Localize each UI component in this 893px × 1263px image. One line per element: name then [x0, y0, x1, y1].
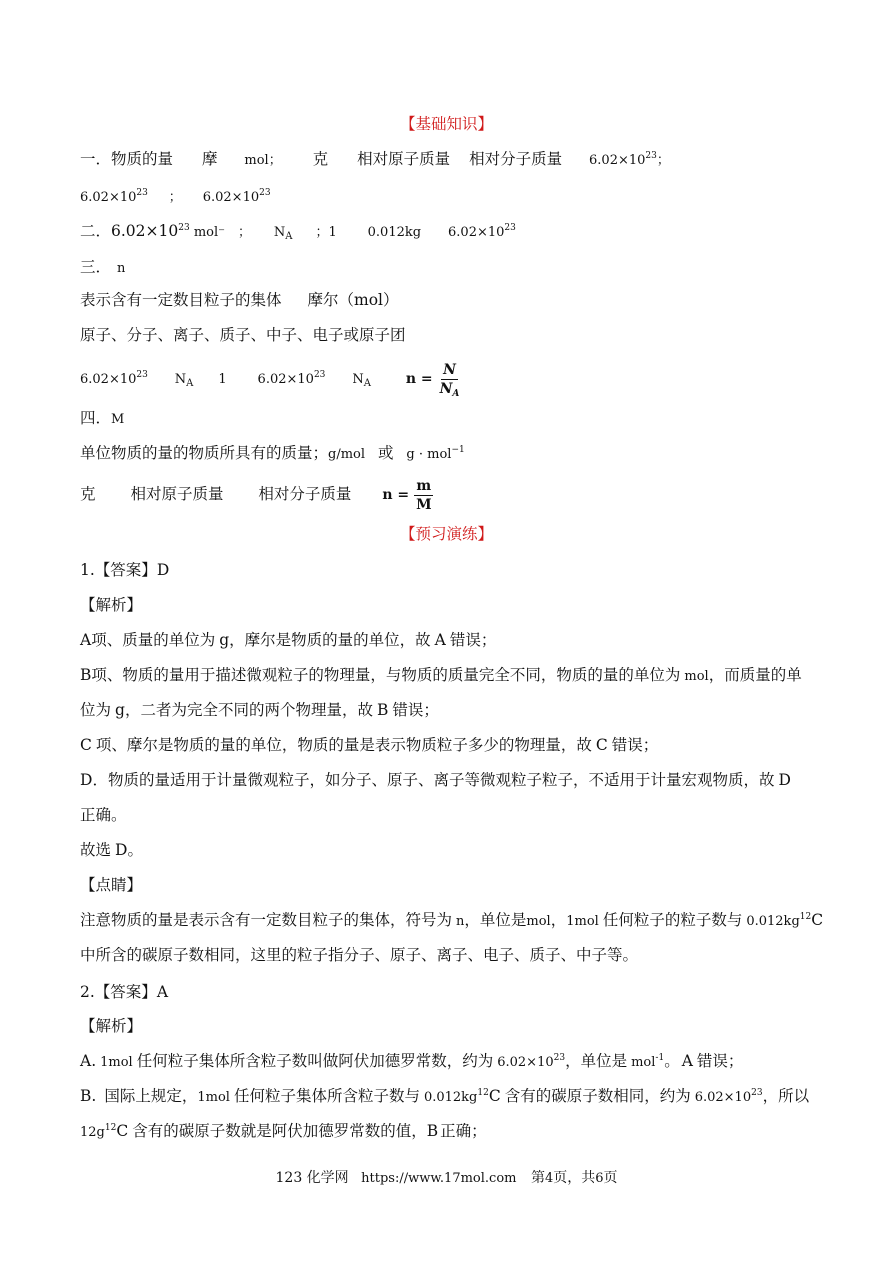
q1-option-b-1: B项、物质的量用于描述微观粒子的物理量，与物质的质量完全不同，物质的量的单位为 mol，而质量的单	[80, 666, 802, 684]
q2-jiexi: 【解析】	[80, 1017, 143, 1035]
q1-option-c: C 项、摩尔是物质的量的单位，物质的量是表示物质粒子多少的物理量，故 C 错误；	[80, 736, 659, 754]
q1-option-d-2: 正确。	[80, 806, 127, 824]
answer-line-3b: 三． n	[80, 258, 126, 276]
formula-m-over-m: $\frac{m}{M}$	[416, 477, 432, 513]
footer-link[interactable]: https://www.17mol.com	[361, 1171, 517, 1186]
q1-dianjing: 【点睛】	[80, 876, 143, 894]
q1-answer: 1.【答案】D	[80, 561, 170, 579]
formula-n-over-na: $\frac{N}{N_A}$	[439, 361, 460, 399]
q2-answer: 2.【答案】A	[80, 983, 169, 1001]
answer-line-4: 表示含有一定数目粒子的集体 摩尔（mol）	[80, 291, 399, 309]
answer-line-7: 四．M	[80, 409, 125, 427]
q1-option-d-1: D．物质的量适用于计量微观粒子，如分子、原子、离子等微观粒子粒子，不适用于计量宏观物质，故 D	[80, 771, 791, 789]
answer-line-3: 二．$6.02\times 10^{23}$ mol⁻ ； $N_A$ ；1 0.012kg $6.02\times 10^{23}$	[80, 222, 516, 242]
answer-line-1: 一．物质的量 摩 mol； 克 相对原子质量 相对分子质量 $6.02\times 10^{23}$；	[80, 150, 670, 168]
formula-n-equals-2: n =	[382, 487, 410, 503]
q1-jiexi: 【解析】	[80, 596, 143, 614]
section-title-basic-knowledge: 【基础知识】	[399, 115, 493, 133]
q1-option-a: A项、质量的单位为 g，摩尔是物质的量的单位，故 A 错误；	[80, 631, 497, 649]
q2-option-b-1: B. 国际上规定，1mol 任何粒子集体所含粒子数与 $0.012kg^{12}C$ 含有的碳原子数相同，约为 $6.02\times 10^{23}$，所以	[80, 1087, 810, 1105]
q2-option-b-2: $12g^{12}C$ 含有的碳原子数就是阿伏加德罗常数的值，B 正确；	[80, 1122, 487, 1140]
q2-option-a: A. 1mol 任何粒子集体所含粒子数叫做阿伏加德罗常数，约为 $6.02\times 10^{23}$，单位是 mol$^{-1}$。 A 错误；	[80, 1052, 744, 1070]
q1-note-1: 注意物质的量是表示含有一定数目粒子的集体，符号为 n，单位是mol，1mol 任何粒子的粒子数与 $0.012kg^{12}C$	[80, 911, 824, 929]
q1-option-b-2: 位为 g，二者为完全不同的两个物理量，故 B 错误；	[80, 701, 439, 719]
answer-line-5: 原子、分子、离子、质子、中子、电子或原子团	[80, 326, 406, 344]
section-title-practice: 【预习演练】	[399, 525, 493, 543]
answer-line-8: 单位物质的量的物质所具有的质量；g/mol 或 g · mol$^{-1}$	[80, 444, 465, 462]
page-footer: 123 化学网 https://www.17mol.com 第4页，共6页	[275, 1170, 618, 1186]
q1-note-2: 中所含的碳原子数相同，这里的粒子指分子、原子、离子、电子、质子、中子等。	[80, 946, 639, 964]
answer-line-9: 克 相对原子质量 相对分子质量 n = $\frac{m}{M}$	[80, 477, 432, 513]
answer-line-2: $6.02\times 10^{23}$ ； $6.02\times 10^{23}$	[80, 188, 271, 205]
formula-n-equals: n =	[405, 371, 433, 387]
answer-line-6: $6.02\times 10^{23}$ $N_A$ 1 $6.02\times 10^{23}$ $N_A$ n = $\frac{N}{N_A}$	[80, 361, 460, 399]
q1-choose: 故选 D。	[80, 841, 143, 859]
